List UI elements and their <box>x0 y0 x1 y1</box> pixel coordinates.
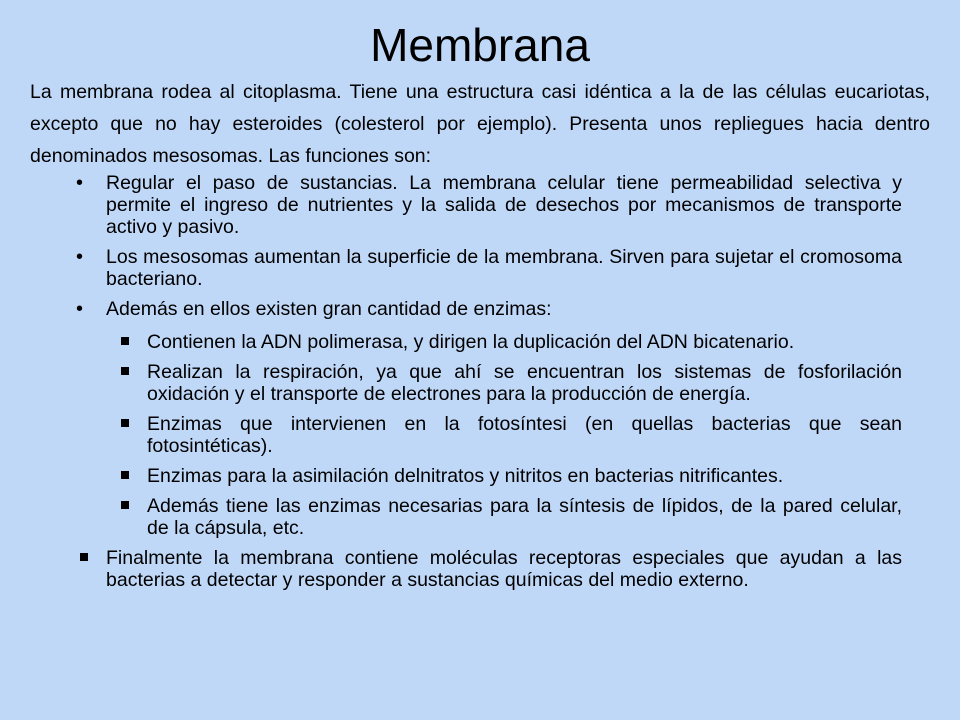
bullet-text: Los mesosomas aumentan la superficie de la membrana. Sirven para sujetar el cromosoma bacteriano. <box>106 246 902 290</box>
square-bullet-icon <box>121 419 129 427</box>
square-bullet-icon <box>80 553 88 561</box>
sub-bullet-item <box>147 361 902 405</box>
square-bullet-icon <box>121 367 129 375</box>
sub-bullet-item <box>147 413 902 457</box>
sub-bullet-text: Realizan la respiración, ya que ahí se encuentran los sistemas de fosforilación oxidación y el transporte de electrones para la producción de energía. <box>147 361 902 405</box>
sub-bullet-item <box>147 465 902 487</box>
sub-bullet-text: Además tiene las enzimas necesarias para la síntesis de lípidos, de la pared celular, de la cápsula, etc. <box>147 495 902 539</box>
bullet-text: Además en ellos existen gran cantidad de enzimas: <box>106 298 552 320</box>
bullet-text: Regular el paso de sustancias. La membrana celular tiene permeabilidad selectiva y permite el ingreso de nutrientes y la salida de desechos por mecanismos de transporte activo y pasivo. <box>106 172 902 238</box>
final-bullet-item <box>106 547 902 591</box>
sub-bullet-text: Contienen la ADN polimerasa, y dirigen la duplicación del ADN bicatenario. <box>147 331 795 353</box>
bullet-dot-icon: • <box>76 246 84 268</box>
square-bullet-icon <box>121 471 129 479</box>
sub-bullet-text: Enzimas que intervienen en la fotosíntesi (en quellas bacterias que sean fotosintéticas). <box>147 413 902 457</box>
bullet-dot-icon: • <box>76 172 84 194</box>
sub-bullet-item <box>147 331 902 353</box>
final-bullet-text: Finalmente la membrana contiene moléculas receptoras especiales que ayudan a las bacterias a detectar y responder a sustancias químicas del medio externo. <box>106 547 902 591</box>
bullet-item <box>76 246 902 290</box>
bullet-item <box>76 298 902 320</box>
square-bullet-icon <box>121 337 129 345</box>
bullet-dot-icon: • <box>76 298 84 320</box>
slide-title: Membrana <box>370 19 590 71</box>
bullet-list <box>0 172 960 591</box>
square-bullet-icon <box>121 501 129 509</box>
sub-bullet-text: Enzimas para la asimilación delnitratos y nitritos en bacterias nitrificantes. <box>147 465 784 487</box>
bullet-item <box>76 172 902 238</box>
intro-paragraph: La membrana rodea al citoplasma. Tiene una estructura casi idéntica a la de las células eucariotas, excepto que no hay esteroides (colesterol por ejemplo). Presenta unos repliegues hacia dentro denominados mesosomas. Las funciones son: <box>30 81 930 167</box>
sub-bullet-item <box>147 495 902 539</box>
